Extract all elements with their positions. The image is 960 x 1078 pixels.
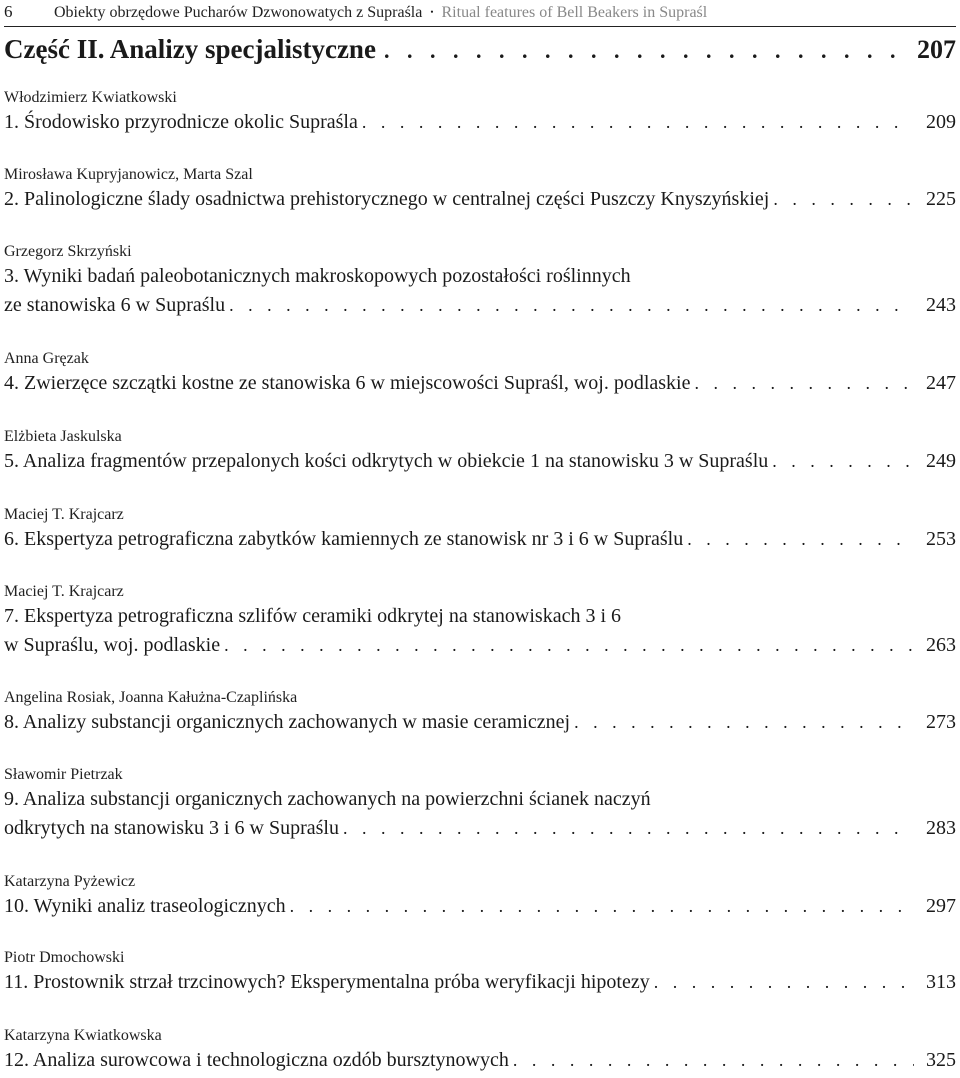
entry-page: 253 [926,528,956,550]
entry-author: Katarzyna Pyżewicz [4,873,136,890]
toc-entry-12 [4,1026,956,1075]
toc-entry-1 [4,88,956,137]
entry-title-line [4,291,956,320]
dot-leader [362,108,914,137]
toc-entry-4 [4,349,956,398]
entry-author: Maciej T. Krajcarz [4,583,124,600]
section-page: 207 [917,35,956,64]
entry-page: 297 [926,895,956,917]
entry-page: 313 [926,971,956,993]
entry-page: 249 [926,450,956,472]
entry-title: 4. Zwierzęce szczątki kostne ze stanowiska 6 w miejscowości Supraśl, woj. podlaskie [4,372,691,394]
entry-title-first-line: 3. Wyniki badań paleobotanicznych makroskopowych pozostałości roślinnych [4,265,631,287]
page-number: 6 [4,2,13,21]
entry-page: 273 [926,711,956,733]
dot-leader [229,291,914,320]
entry-author: Angelina Rosiak, Joanna Kałużna-Czaplińska [4,689,298,706]
running-header [4,2,956,27]
bullet-separator: • [430,7,434,17]
entry-page: 247 [926,372,956,394]
running-title-polish: Obiekty obrzędowe Pucharów Dzwonowatych z Supraśla [54,4,423,21]
entry-page: 209 [926,111,956,133]
running-title-english: Ritual features of Bell Beakers in Supraśl [441,4,708,21]
dot-leader [694,369,914,398]
entry-author: Elżbieta Jaskulska [4,428,122,445]
entry-title: 5. Analiza fragmentów przepalonych kości odkrytych w obiekcie 1 na stanowisku 3 w Supraślu [4,450,769,472]
entry-page: 263 [926,634,956,656]
entry-title-line [4,968,956,997]
dot-leader [384,38,913,64]
toc-entry-9 [4,765,956,843]
toc-entry-7 [4,582,956,660]
entry-title: 10. Wyniki analiz traseologicznych [4,895,286,917]
toc-entry-2 [4,165,956,214]
entry-title: odkrytych na stanowisku 3 i 6 w Supraślu [4,817,339,839]
entry-title-line [4,892,956,921]
entry-author: Sławomir Pietrzak [4,766,123,783]
entry-title: 12. Analiza surowcowa i technologiczna ozdób bursztynowych [4,1049,509,1071]
entry-author: Piotr Dmochowski [4,949,125,966]
entry-title-line [4,108,956,137]
dot-leader [772,447,914,476]
dot-leader [773,185,914,214]
entry-author: Grzegorz Skrzyński [4,243,132,260]
dot-leader [343,814,914,843]
entry-title-line [4,631,956,660]
section-title: Część II. Analizy specjalistyczne [4,34,376,64]
toc-entry-3 [4,242,956,320]
dot-leader [290,892,914,921]
entry-title-line [4,185,956,214]
dot-leader [687,525,914,554]
entry-title-first-line: 9. Analiza substancji organicznych zachowanych na powierzchni ścianek naczyń [4,788,651,810]
entry-title: 11. Prostownik strzał trzcinowych? Eksperymentalna próba weryfikacji hipotezy [4,971,650,993]
entry-title-line [4,369,956,398]
dot-leader [654,968,914,997]
entry-title-line [4,447,956,476]
entry-title: 1. Środowisko przyrodnicze okolic Supraśla [4,111,358,133]
entry-title: ze stanowiska 6 w Supraślu [4,294,226,316]
toc-entry-8 [4,688,956,737]
toc-entry-10 [4,872,956,921]
dot-leader [513,1046,914,1075]
entry-page: 283 [926,817,956,839]
entry-title: 6. Ekspertyza petrograficzna zabytków kamiennych ze stanowisk nr 3 i 6 w Supraślu [4,528,684,550]
entry-page: 225 [926,188,956,210]
entry-author: Katarzyna Kwiatkowska [4,1027,162,1044]
toc-entry-6 [4,505,956,554]
entry-title-line [4,814,956,843]
entry-author: Włodzimierz Kwiatkowski [4,89,177,106]
entry-title-first-line: 7. Ekspertyza petrograficzna szlifów ceramiki odkrytej na stanowiskach 3 i 6 [4,605,622,627]
entry-author: Anna Gręzak [4,350,89,367]
entry-title-line [4,1046,956,1075]
entry-title: 2. Palinologiczne ślady osadnictwa prehistorycznego w centralnej części Puszczy Knyszyńskiej [4,188,770,210]
toc-entry-11 [4,948,956,997]
entry-page: 243 [926,294,956,316]
toc-entry-5 [4,427,956,476]
entry-author: Mirosława Kupryjanowicz, Marta Szal [4,166,253,183]
dot-leader [574,708,914,737]
entry-title: 8. Analizy substancji organicznych zachowanych w masie ceramicznej [4,711,571,733]
entry-title-line [4,708,956,737]
entry-title-line [4,525,956,554]
entry-title: w Supraślu, woj. podlaskie [4,634,221,656]
entry-page: 325 [926,1049,956,1071]
dot-leader [224,631,914,660]
entry-author: Maciej T. Krajcarz [4,506,124,523]
section-heading [4,34,956,66]
